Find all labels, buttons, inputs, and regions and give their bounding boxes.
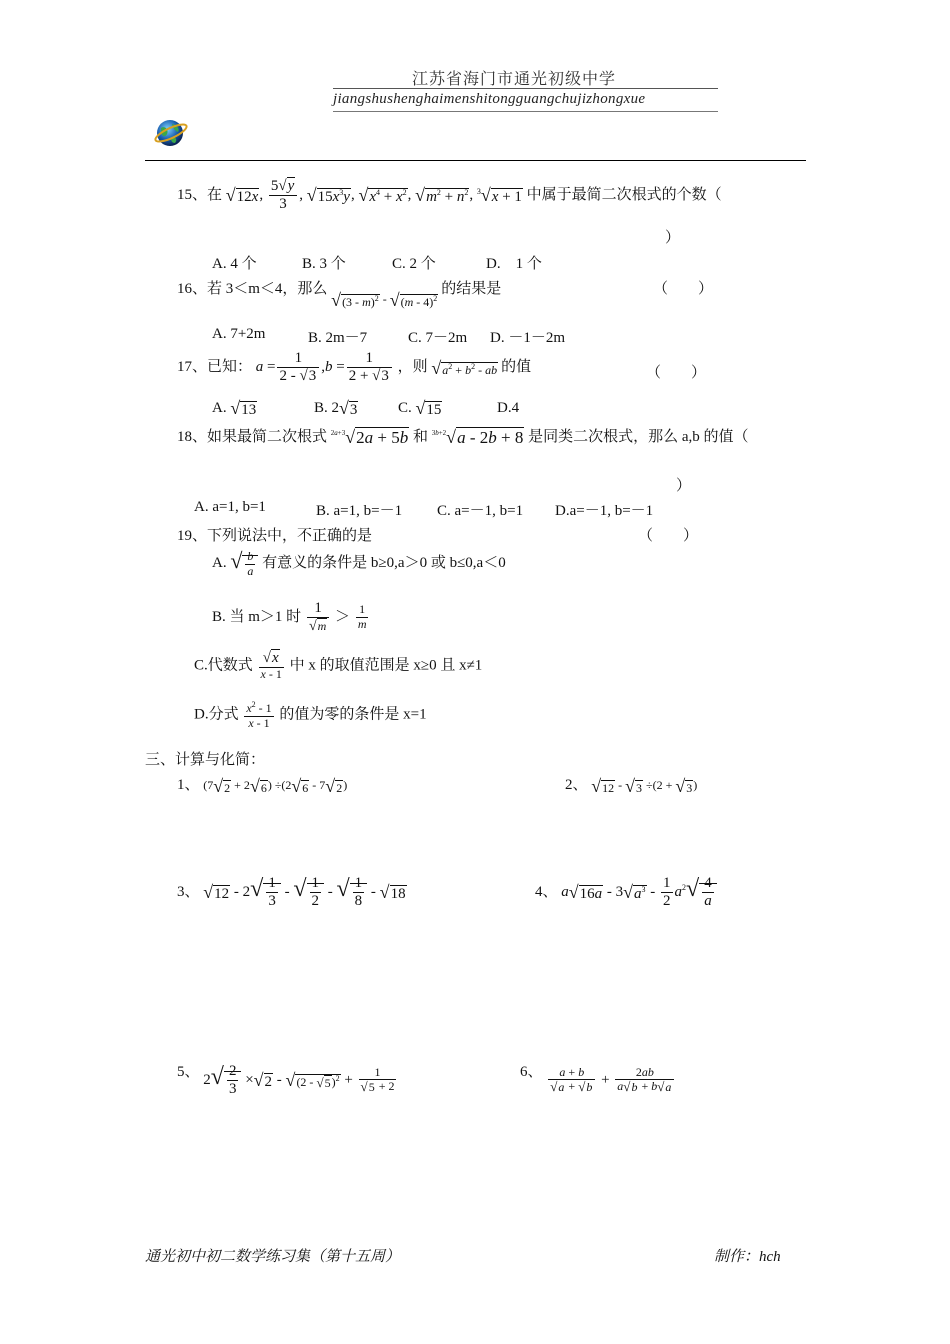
question-19-stem: 19、下列说法中，不正确的是 [177, 528, 373, 544]
question-19-option-a[interactable] [212, 548, 506, 579]
question-17-option-a[interactable]: A. √13 [212, 398, 257, 418]
calc-problem-2 [565, 773, 697, 797]
calc-problem-5-expression: 2√ $\frac{2}{3}$ ×√2 - √(2 - √5)$^2$ + $\frac{1}{√5 + 2}$ [203, 1062, 395, 1098]
calc-problem-2-label: 2、 [565, 777, 588, 793]
footer-author: 制作：hch [714, 1249, 781, 1265]
question-19-option-d[interactable] [194, 700, 427, 731]
question-16-option-c[interactable]: C. 7－2m [408, 330, 468, 346]
section-3-title: 三、计算与化简： [145, 752, 266, 768]
question-19-option-d-label: D.分式 [194, 706, 239, 723]
calc-problem-4-expression: $a√16a - 3√a^3$ - $\frac{1}{2}$ $a^2√$ $\frac{4}{a}$ [561, 884, 716, 900]
calc-problem-3-expression: √12 - 2√ $\frac{1}{3}$ - √ $\frac{1}{2}$ - √ $\frac{1}{8}$ - √18 [203, 875, 406, 910]
question-19-option-b-expression: $\frac{1}{√m}$ ＞ $\frac{1}{m}$ [308, 600, 367, 635]
question-19-option-b[interactable] [212, 600, 370, 636]
question-17-answer-paren: （ ） [646, 365, 707, 381]
globe-logo-icon [152, 116, 190, 150]
question-17-option-a-label: A. [212, 399, 227, 416]
question-19-option-c[interactable] [194, 650, 482, 682]
question-19-option-a-text: 有意义的条件是 b≥0,a＞0 或 b≤0,a＜0 [262, 554, 506, 571]
calc-problem-6-label: 6、 [520, 1064, 543, 1080]
question-16-expression: √(3 - m)2 - √(m - 4)2 [331, 289, 438, 310]
header-divider-bottom [333, 111, 718, 112]
calc-problem-2-expression: √12 - √3 ÷(2 + √3) [591, 775, 698, 796]
question-18-radical-2: $^{3b+2}$√a - 2b + 8 [431, 427, 524, 448]
question-16-option-b[interactable]: B. 2m－7 [308, 330, 368, 346]
question-17-expression-ab: a = $\frac{1}{2 - √3}$ ,b = $\frac{1}{2 + √3}$ [256, 359, 398, 375]
question-18-radical-1: $^{2a+3}$√2a + 5b [330, 427, 409, 448]
calc-problem-1 [177, 773, 347, 797]
calc-problem-6-expression: $\frac{a + b}{√a + √b}$ + $\frac{2ab}{a√b + b√a}$ [546, 1072, 676, 1088]
question-19-option-a-label: A. [212, 554, 227, 571]
question-17-option-c[interactable]: C. √15 [398, 398, 442, 418]
question-17-stem-post: 的值 [501, 359, 532, 376]
question-18-option-b[interactable]: B. a=1, b=－1 [316, 503, 403, 519]
question-15-option-b[interactable]: B. 3 个 [302, 256, 346, 272]
question-16-stem-post: 的结果是 [441, 281, 502, 297]
question-18-stem-mid: 和 [412, 429, 428, 445]
question-18-option-a[interactable]: A. a=1, b=1 [194, 499, 266, 515]
question-19-option-c-label: C.代数式 [194, 657, 253, 674]
question-17-stem [177, 350, 531, 386]
header-divider-top [333, 88, 718, 89]
question-19-option-c-text: 中 x 的取值范围是 x≥0 且 x≠1 [289, 657, 483, 674]
question-17-option-d[interactable] [497, 400, 519, 417]
header-school-name: 江苏省海门市通光初级中学 [412, 71, 617, 88]
footer-collection-title: 通光初中初二数学练习集（第十五周） [145, 1249, 401, 1265]
question-19-answer-paren: （ ） [638, 528, 699, 544]
question-15-option-c[interactable]: C. 2 个 [392, 256, 436, 272]
header-main-rule [145, 160, 806, 161]
question-18-stem-post: 是同类二次根式，那么 a,b 的值（ [528, 429, 749, 445]
question-16-stem-pre: 16、若 3＜m＜4，那么 [177, 281, 328, 297]
question-17-expression-value: $√a^2 + b^2$ - ab [431, 357, 498, 378]
question-18-stem-pre: 18、如果最简二次根式 [177, 429, 328, 445]
calc-problem-3 [177, 875, 407, 911]
calc-problem-4-label: 4、 [535, 884, 558, 901]
calc-problem-1-label: 1、 [177, 777, 200, 793]
question-15-option-a[interactable]: A. 4 个 [212, 256, 257, 272]
question-16-stem [177, 277, 501, 311]
question-19-option-d-expression: $\frac{x^2 - 1}{x - 1}$ [246, 700, 272, 730]
question-18-close-paren: ） [676, 478, 692, 494]
calc-problem-5-label: 5、 [177, 1064, 200, 1080]
calc-problem-1-expression: (7√2 + 2√6) ÷(2√6 - 7√2) [203, 775, 348, 796]
question-15-stem [177, 178, 722, 214]
question-18-option-d[interactable]: D.a=－1, b=－1 [555, 503, 654, 519]
question-15-option-d[interactable]: D. 1 个 [486, 256, 542, 272]
calc-problem-5 [177, 1060, 398, 1098]
question-17-stem-mid: ，则 [397, 359, 428, 376]
question-19-option-b-label: B. 当 m＞1 时 [212, 609, 302, 626]
question-17-option-b-label: B. [314, 399, 328, 416]
question-16-option-d[interactable]: D. －1－2m [490, 330, 566, 346]
question-19-option-a-expression: √ $\frac{b}{a}$ [230, 548, 258, 579]
question-17-option-d-value: 4 [511, 400, 520, 416]
question-15-expression: √12x, $\frac{5√y}{3}$ , $√15x^3y$, $√x^4 + x^2$, $√m^2 + n^2$, $^3$√x + 1 [225, 178, 522, 213]
question-16-option-a[interactable]: A. 7+2m [212, 326, 266, 342]
question-18-stem [177, 425, 749, 448]
question-17-stem-pre: 17、已知： [177, 359, 253, 376]
header-school-pinyin: jiangshushenghaimenshitongguangchujizhongxue [333, 91, 646, 107]
question-18-option-c[interactable]: C. a=－1, b=1 [437, 503, 524, 519]
calc-problem-6 [520, 1060, 676, 1095]
question-17-option-d-label: D. [497, 400, 512, 416]
calc-problem-3-label: 3、 [177, 884, 200, 901]
question-15-close-paren: ） [665, 230, 681, 246]
question-15-stem-post: 中属于最简二次根式的个数（ [526, 187, 722, 204]
question-17-option-b[interactable]: B. 2√3 [314, 398, 358, 418]
calc-problem-4 [535, 875, 717, 911]
question-19-option-d-text: 的值为零的条件是 x=1 [279, 706, 427, 723]
question-16-answer-paren: （ ） [653, 281, 714, 297]
question-19-option-c-expression: $\frac{√x}{x - 1}$ [260, 650, 282, 682]
question-17-option-c-label: C. [398, 399, 412, 416]
question-15-stem-pre: 15、在 [177, 187, 223, 204]
